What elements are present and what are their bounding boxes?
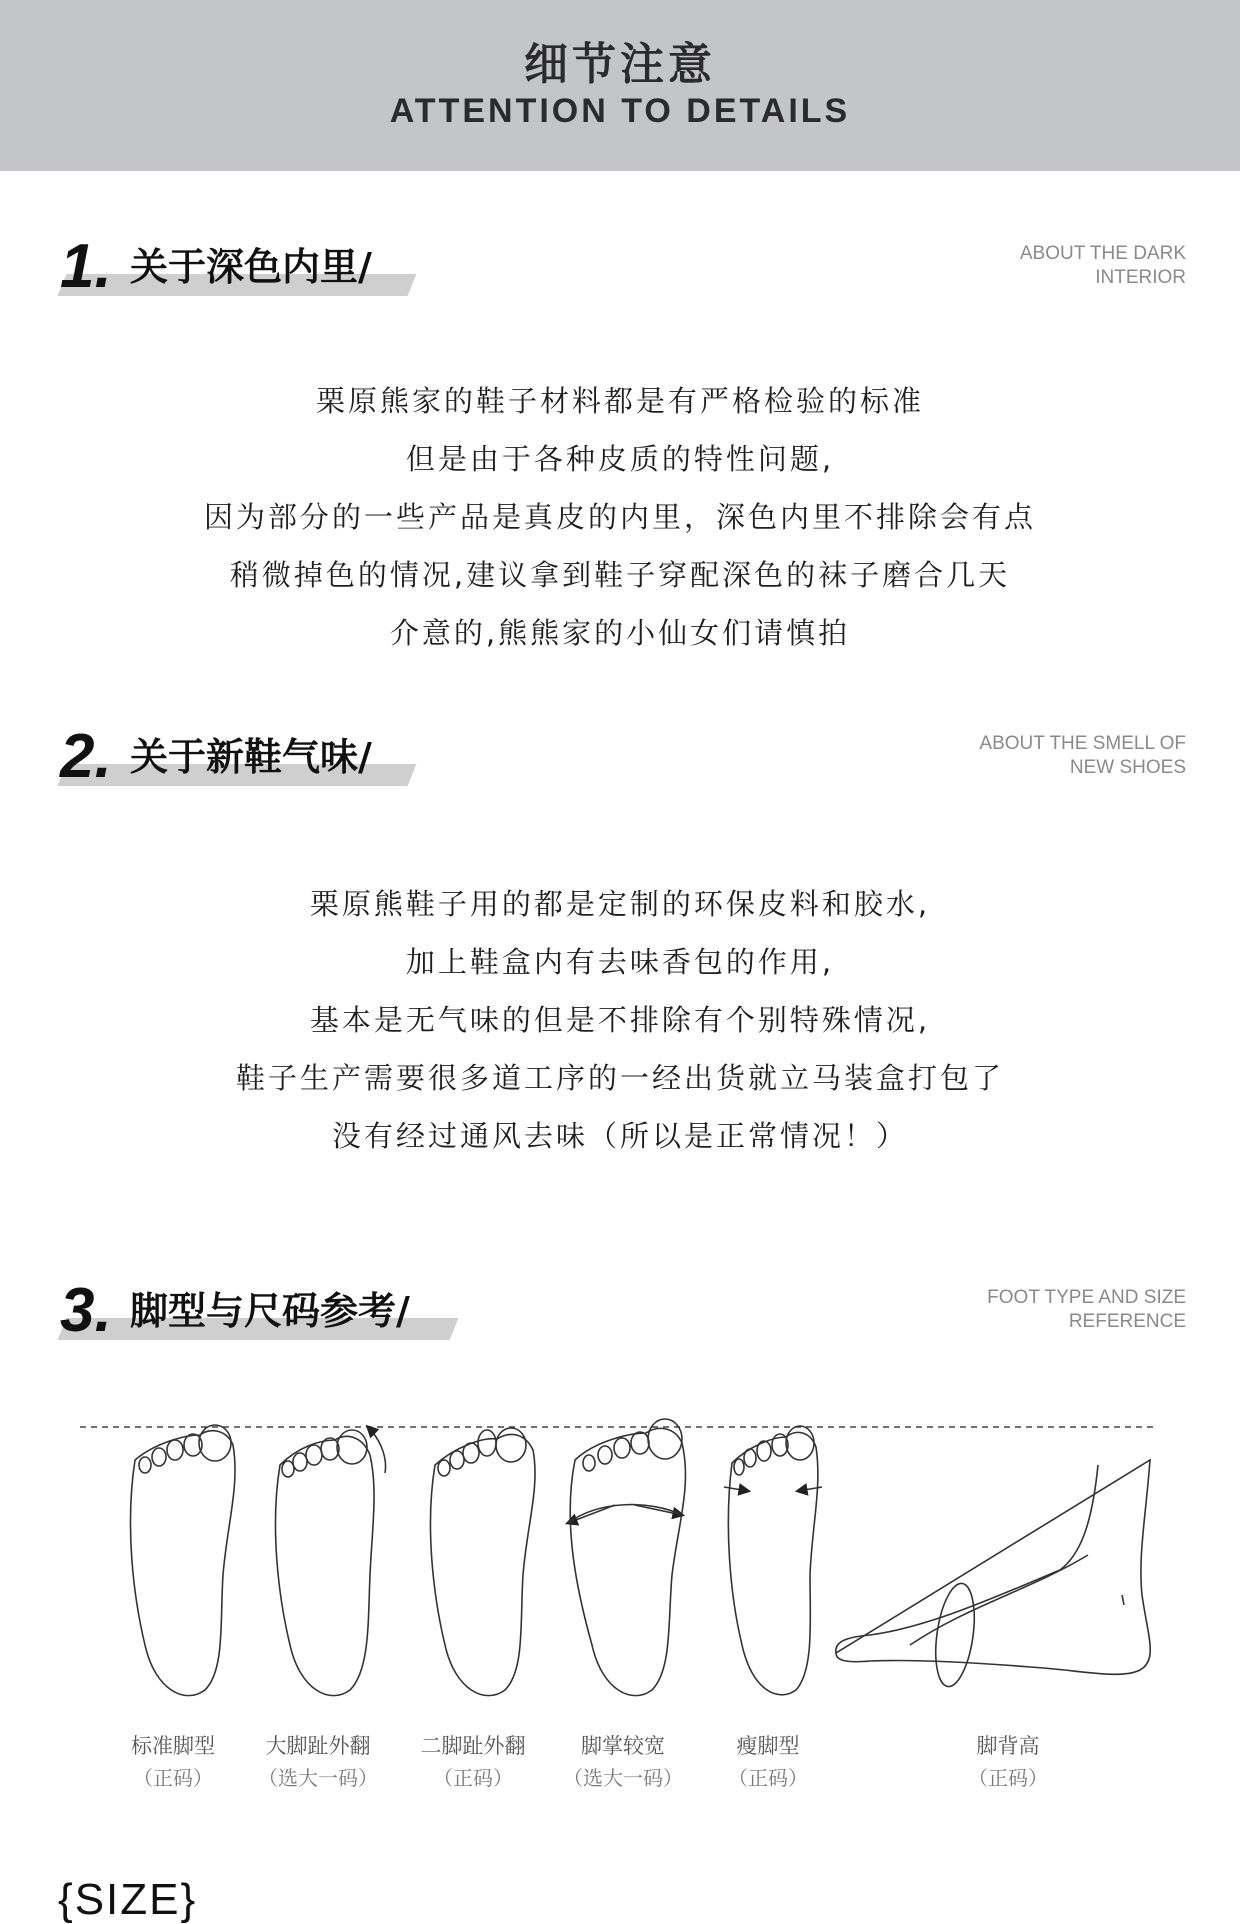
foot-label-note: （正码） [728,1766,808,1790]
section-1-line: 但是由于各种皮质的特性问题, [405,442,835,476]
section-1-line: 介意的,熊熊家的小仙女们请慎拍 [389,616,851,650]
section-1-en-line-1: ABOUT THE DARK [1019,243,1186,264]
section-1-number: 1. [60,232,112,301]
section-2-line: 加上鞋盒内有去味香包的作用, [405,945,835,979]
section-2-en-title [926,732,1186,780]
section-2-line: 栗原熊鞋子用的都是定制的环保皮料和胶水, [309,887,931,921]
size-section-title: {SIZE} [58,1875,198,1924]
section-2-line: 没有经过通风去味（所以是正常情况！） [331,1119,908,1153]
section-2-en-line-1: ABOUT THE SMELL OF [979,733,1186,754]
foot-label-wide-forefoot [548,1730,698,1794]
foot-label-name: 二脚趾外翻 [420,1734,526,1758]
section-3-header [56,1276,1186,1354]
second-toe-valgus-foot-icon [430,1428,535,1696]
section-3-en-line-1: FOOT TYPE AND SIZE [987,1287,1186,1308]
foot-label-name: 标准脚型 [131,1734,215,1758]
section-2-line: 基本是无气味的但是不排除有个别特殊情况, [309,1003,931,1037]
foot-label-note: （选大一码） [563,1766,683,1790]
foot-label-big-toe-valgus [243,1730,393,1794]
section-2-body [0,875,1240,1165]
foot-label-name: 脚掌较宽 [581,1734,665,1758]
foot-label-high-instep [933,1730,1083,1794]
foot-label-second-toe-valgus [398,1730,548,1794]
banner-title-cn: 细节注意 [524,39,716,90]
wide-forefoot-icon [568,1419,686,1696]
big-toe-valgus-foot-icon [275,1427,385,1696]
section-3-en-line-2: REFERENCE [1068,1311,1186,1332]
foot-label-note: （正码） [968,1766,1048,1790]
section-3-title: 脚型与尺码参考/ [130,1289,410,1333]
section-1-body [0,372,1240,662]
foot-label-note: （选大一码） [258,1766,378,1790]
header-banner [0,0,1240,171]
section-1-en-title [926,242,1186,290]
section-3-en-title [926,1286,1186,1334]
section-1-line: 稍微掉色的情况,建议拿到鞋子穿配深色的袜子磨合几天 [229,558,1011,592]
section-2-line: 鞋子生产需要很多道工序的一经出货就立马装盒打包了 [235,1061,1004,1095]
section-2-header [56,722,1186,800]
section-1-en-line-2: INTERIOR [1095,267,1186,288]
foot-label-name: 脚背高 [976,1734,1040,1758]
section-3-number: 3. [60,1276,112,1345]
narrow-foot-icon [724,1426,822,1695]
section-2-en-line-2: NEW SHOES [1069,757,1186,778]
foot-type-illustrations [60,1405,1180,1795]
foot-label-note: （正码） [133,1766,213,1790]
section-1-title: 关于深色内里/ [130,245,372,289]
foot-label-note: （正码） [433,1766,513,1790]
banner-title-en: ATTENTION TO DETAILS [389,92,851,130]
foot-label-narrow [693,1730,843,1794]
section-1-header [56,232,1186,310]
section-1-line: 因为部分的一些产品是真皮的内里，深色内里不排除会有点 [203,500,1036,534]
foot-label-name: 大脚趾外翻 [265,1734,371,1758]
foot-label-name: 瘦脚型 [736,1734,800,1758]
section-2-title: 关于新鞋气味/ [130,735,372,779]
foot-label-standard [98,1730,248,1794]
section-1-line: 栗原熊家的鞋子材料都是有严格检验的标准 [315,384,924,418]
foot-sketches [60,1405,1180,1725]
high-instep-foot-icon [836,1405,1180,1689]
section-2-number: 2. [60,722,112,791]
standard-foot-icon [130,1425,235,1696]
